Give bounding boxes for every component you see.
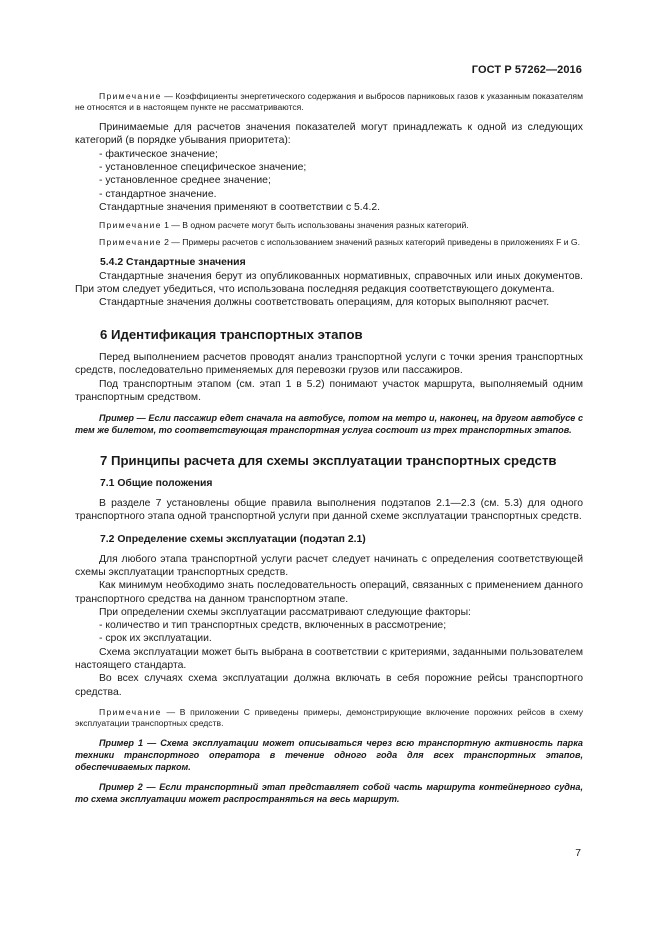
paragraph: Перед выполнением расчетов проводят анализ транспортной услуги с точки зрения транспортных средств, последовательно применяемых для перевозки грузов или пассажиров. <box>75 351 583 377</box>
note-lead: Примечание <box>99 91 162 101</box>
paragraph: При определении схемы эксплуатации рассматривают следующие факторы: <box>99 606 471 618</box>
paragraph: Стандартные значения берут из опубликованных нормативных, справочных или иных документов. При этом следует убедиться, что использована последняя редакция соответствующего документа. <box>75 270 583 296</box>
example-1-paragraph: Пример 1 — Схема эксплуатации может описываться через всю транспортную активность парка техники транспортного оператора в течение одного года для всех транспортных этапов, обеспечиваемых парком. <box>75 738 583 773</box>
note-text: 2 — Примеры расчетов с использованием значений разных категорий приведены в приложениях F и G. <box>161 237 581 248</box>
paragraph: Для любого этапа транспортной услуги расчет следует начинать с определения соответствующей схемы эксплуатации транспортных средств. <box>75 553 583 578</box>
list-item: - установленное специфическое значение; <box>99 162 307 174</box>
section-heading-7-2: 7.2 Определение схемы эксплуатации (подэтап 2.1) <box>100 534 366 546</box>
section-heading-5-4-2: 5.4.2 Стандартные значения <box>100 257 246 269</box>
note-energy <box>75 91 583 113</box>
paragraph-standard-applied: Стандартные значения применяют в соответствии с 5.4.2. <box>99 201 381 213</box>
factors-list <box>75 619 583 646</box>
note-2 <box>75 237 583 248</box>
paragraph: Стандартные значения должны соответствовать операциям, для которых выполняют расчет. <box>99 297 550 309</box>
list-item: - количество и тип транспортных средств, включенных в рассмотрение; <box>99 620 447 632</box>
paragraph: Как минимум необходимо знать последовательность операций, связанных с применением данного транспортного средства на данном транспортном этапе. <box>75 580 583 605</box>
paragraph: Под транспортным этапом (см. этап 1 в 5.2) понимают участок маршрута, выполняемый одним транспортным средством. <box>75 378 583 403</box>
list-item: - срок их эксплуатации. <box>99 633 212 645</box>
list-item: - фактическое значение; <box>99 148 218 160</box>
page-body <box>75 91 583 805</box>
document-code-header: ГОСТ Р 57262—2016 <box>471 64 582 76</box>
example-paragraph: Пример — Если пассажир едет сначала на автобусе, потом на метро и, наконец, на другом автобусе с тем же билетом, то соответствующая транспортная услуга состоит из трех транспортных этапов. <box>75 413 583 436</box>
note-lead: Примечание <box>99 220 162 231</box>
list-item: - установленное среднее значение; <box>99 175 271 187</box>
paragraph: В разделе 7 установлены общие правила выполнения подэтапов 2.1—2.3 (см. 5.3) для одного транспортного этапа одной транспортной услуги при данной схеме эксплуатации транспортных средств. <box>75 497 583 523</box>
section-heading-7: 7 Принципы расчета для схемы эксплуатации транспортных средств <box>100 453 557 469</box>
paragraph: Во всех случаях схема эксплуатации должна включать в себя порожние рейсы транспортного средства. <box>75 673 583 698</box>
note-text: — В приложении С приведены примеры, демонстрирующие включение порожних рейсов в схему эксплуатации транспортных средств. <box>75 706 583 728</box>
example-2-paragraph: Пример 2 — Если транспортный этап представляет собой часть маршрута контейнерного судна, то схема эксплуатации может распространяться на весь маршрут. <box>75 782 583 805</box>
note-text: 1 — В одном расчете могут быть использованы значения разных категорий. <box>161 220 469 231</box>
note-lead: Примечание <box>99 237 162 248</box>
categories-list <box>75 148 583 201</box>
page-number: 7 <box>575 848 581 859</box>
section-heading-6: 6 Идентификация транспортных этапов <box>100 326 363 342</box>
note-text: — Коэффициенты энергетического содержания и выбросов парниковых газов к указанным показателям не относятся и в настоящем пункте не рассматриваются. <box>75 91 583 113</box>
paragraph-categories-intro: Принимаемые для расчетов значения показателей могут принадлежать к одной из следующих категорий (в порядке убывания приоритета): <box>75 122 583 147</box>
paragraph: Схема эксплуатации может быть выбрана в соответствии с критериями, заданными пользователем настоящего стандарта. <box>75 646 583 671</box>
section-heading-7-1: 7.1 Общие положения <box>100 478 213 490</box>
list-item: - стандартное значение. <box>99 188 217 200</box>
note-lead: Примечание <box>99 706 162 717</box>
note-empty-runs <box>75 707 583 729</box>
note-1 <box>75 220 583 231</box>
